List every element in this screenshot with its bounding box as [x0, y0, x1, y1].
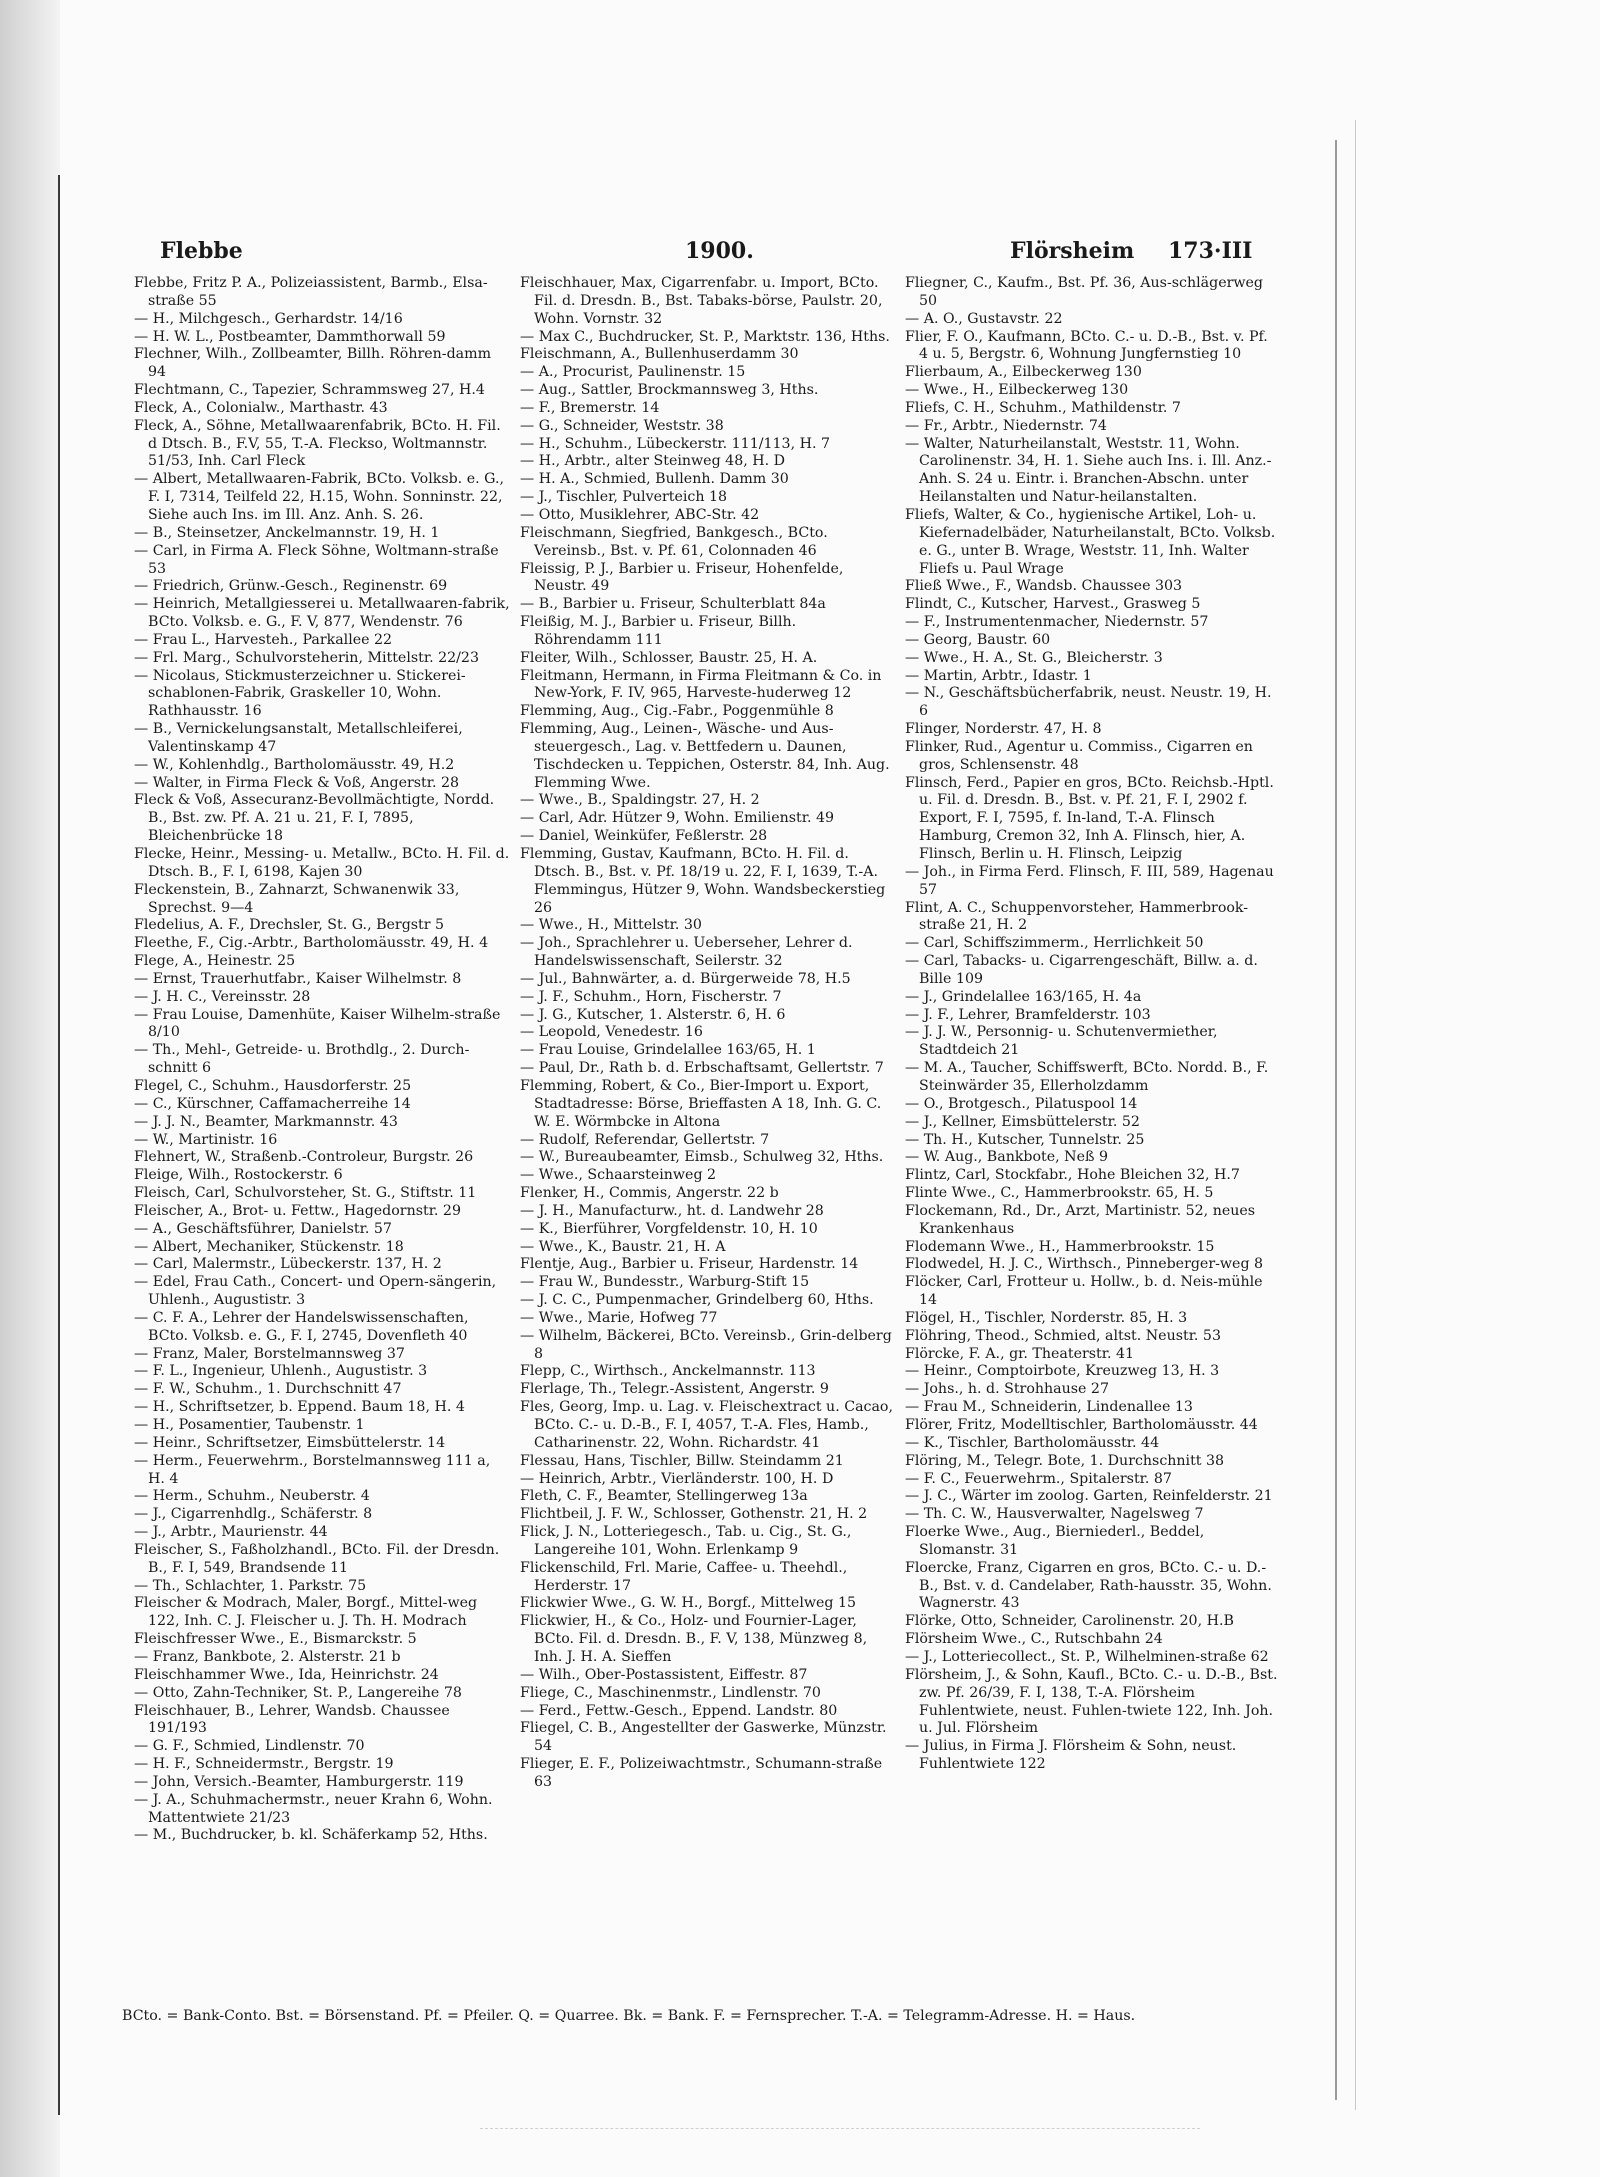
directory-entry: — B., Vernickelungsanstalt, Metallschleiferei, Valentinskamp 47 [134, 721, 463, 755]
directory-entry: Fleischhammer Wwe., Ida, Heinrichstr. 24 [134, 1666, 439, 1683]
directory-entry: — Carl, Malermstr., Lübeckerstr. 137, H. 2 [134, 1256, 442, 1273]
directory-entry: — Wwe., B., Spaldingstr. 27, H. 2 [520, 792, 760, 809]
directory-entry: — Wwe., H., Mittelstr. 30 [520, 917, 702, 934]
directory-entry: Fleischhauer, B., Lehrer, Wandsb. Chaussee 191/193 [134, 1702, 450, 1737]
directory-entry: Fleiter, Wilh., Schlosser, Baustr. 25, H. A. [520, 649, 818, 666]
directory-entry: — A., Geschäftsführer, Danielstr. 57 [134, 1220, 392, 1237]
directory-entry: — J. J. N., Beamter, Markmannstr. 43 [134, 1113, 398, 1130]
directory-entry: Fleck & Voß, Assecuranz-Bevollmächtigte, Nordd. B., Bst. zw. Pf. A. 21 u. 21, F. I, 7895, Bleichenbrücke 18 [134, 792, 495, 845]
directory-entry: Flepp, C., Wirthsch., Anckelmannstr. 113 [520, 1363, 816, 1380]
directory-entry: — Heinr., Comptoirbote, Kreuzweg 13, H. 3 [905, 1363, 1220, 1380]
directory-entry: Flick, J. N., Lotteriegesch., Tab. u. Cig., St. G., Langereihe 101, Wohn. Erlenkamp 9 [520, 1524, 852, 1558]
directory-entry: — J. H. C., Vereinsstr. 28 [134, 988, 311, 1005]
directory-entry: — B., Steinsetzer, Anckelmannstr. 19, H. 1 [134, 524, 440, 541]
directory-entry: — J., Lotteriecollect., St. P., Wilhelminen-straße 62 [905, 1648, 1269, 1665]
directory-entry: Flemming, Robert, & Co., Bier-Import u. Export, Stadtadresse: Börse, Brieffasten A 18, Inh. G. C. W. E. Wörmbcke in Altona [520, 1077, 882, 1130]
directory-entry: — H., Arbtr., alter Steinweg 48, H. D [520, 453, 786, 470]
directory-entry: — Walter, in Firma Fleck & Voß, Angerstr. 28 [134, 774, 460, 791]
directory-entry: Flörsheim Wwe., C., Rutschbahn 24 [905, 1631, 1163, 1648]
directory-entry: Floerke Wwe., Aug., Bierniederl., Beddel, Slomanstr. 31 [905, 1524, 1205, 1558]
directory-entry: Flörke, Otto, Schneider, Carolinenstr. 20, H.B [905, 1613, 1234, 1630]
directory-entry: Flebbe, Fritz P. A., Polizeiassistent, Barmb., Elsa-straße 55 [134, 275, 488, 309]
directory-entry: — Joh., in Firma Ferd. Flinsch, F. III, 589, Hagenau 57 [905, 863, 1274, 898]
directory-entry: Fleisch, Carl, Schulvorsteher, St. G., Stiftstr. 11 [134, 1185, 477, 1202]
directory-entry: — Fr., Arbtr., Niedernstr. 74 [905, 417, 1107, 434]
directory-column-2 [520, 275, 896, 1792]
directory-entry: Flodemann Wwe., H., Hammerbrookstr. 15 [905, 1238, 1215, 1255]
directory-entry: — Rudolf, Referendar, Gellertstr. 7 [520, 1131, 770, 1148]
directory-entry: Fliefs, C. H., Schuhm., Mathildenstr. 7 [905, 399, 1181, 416]
directory-entry: — C. F. A., Lehrer der Handelswissenschaften, BCto. Volksb. e. G., F. I, 2745, Dovenfleth 40 [134, 1309, 469, 1344]
directory-entry: — Jul., Bahnwärter, a. d. Bürgerweide 78, H.5 [520, 970, 851, 987]
directory-entry: — Daniel, Weinküfer, Feßlerstr. 28 [520, 828, 768, 845]
directory-entry: — J., Cigarrenhdlg., Schäferstr. 8 [134, 1506, 373, 1523]
directory-entry: Fleischmann, Siegfried, Bankgesch., BCto. Vereinsb., Bst. v. Pf. 61, Colonnaden 46 [520, 524, 828, 559]
directory-entry: — Herm., Feuerwehrm., Borstelmannsweg 111 a, H. 4 [134, 1452, 491, 1487]
directory-entry: — J. F., Lehrer, Bramfelderstr. 103 [905, 1006, 1151, 1023]
directory-entry: — H., Schuhm., Lübeckerstr. 111/113, H. 7 [520, 435, 831, 452]
directory-entry: — J. G., Kutscher, 1. Alsterstr. 6, H. 6 [520, 1006, 786, 1023]
directory-entry: — Wwe., Marie, Hofweg 77 [520, 1309, 718, 1326]
directory-entry: Flessau, Hans, Tischler, Billw. Steindamm 21 [520, 1452, 844, 1469]
ruler-marks [480, 2128, 1200, 2139]
directory-entry: Flehnert, W., Straßenb.-Controleur, Burgstr. 26 [134, 1149, 474, 1166]
directory-entry: — J., Kellner, Eimsbüttelerstr. 52 [905, 1113, 1140, 1130]
directory-entry: Flörcke, F. A., gr. Theaterstr. 41 [905, 1345, 1135, 1362]
directory-entry: — F. C., Feuerwehrm., Spitalerstr. 87 [905, 1470, 1172, 1487]
directory-entry: — F. W., Schuhm., 1. Durchschnitt 47 [134, 1381, 402, 1398]
directory-entry: Fleischer, A., Brot- u. Fettw., Hagedornstr. 29 [134, 1202, 461, 1219]
directory-entry: Flieger, E. F., Polizeiwachtmstr., Schumann-straße 63 [520, 1756, 883, 1790]
directory-entry: Flockemann, Rd., Dr., Arzt, Martinistr. 52, neues Krankenhaus [905, 1202, 1256, 1237]
directory-entry: — Joh., Sprachlehrer u. Ueberseher, Lehrer d. Handelswissenschaft, Seilerstr. 32 [520, 935, 853, 970]
directory-entry: Flemming, Gustav, Kaufmann, BCto. H. Fil. d. Dtsch. B., Bst. v. Pf. 18/19 u. 22, F. I, 1639, T.-A. Flemmingus, Hützer 9, Wohn. Wandsbeckerstieg 26 [520, 846, 886, 916]
page-number: 173·III [1168, 238, 1253, 264]
directory-entry: Fließ Wwe., F., Wandsb. Chaussee 303 [905, 578, 1183, 595]
page-edge-outer [1355, 120, 1356, 2110]
directory-entry: Fleethe, F., Cig.-Arbtr., Bartholomäusstr. 49, H. 4 [134, 935, 489, 952]
directory-entry: — Herm., Schuhm., Neuberstr. 4 [134, 1488, 370, 1505]
directory-entry: Floercke, Franz, Cigarren en gros, BCto. C.- u. D.-B., Bst. v. d. Candelaber, Rath-hausstr. 35, Wohn. Wagnerstr. 43 [905, 1559, 1272, 1612]
directory-entry: — Ernst, Trauerhutfabr., Kaiser Wilhelmstr. 8 [134, 970, 462, 987]
directory-entry: — Frau M., Schneiderin, Lindenallee 13 [905, 1399, 1193, 1416]
directory-entry: Flickwier, H., & Co., Holz- und Fournier-Lager, BCto. Fil. d. Dresdn. B., F. V, 138, Münzweg 8, Inh. J. H. A. Sieffen [520, 1613, 868, 1665]
directory-entry: — J., Tischler, Pulverteich 18 [520, 489, 728, 506]
directory-entry: Fleck, A., Söhne, Metallwaarenfabrik, BCto. H. Fil. d Dtsch. B., F.V, 55, T.-A. Fleckso, Woltmannstr. 51/53, Inh. Carl Fleck [134, 417, 501, 470]
directory-entry: — J. F., Schuhm., Horn, Fischerstr. 7 [520, 988, 782, 1005]
header-right-keyword: Flörsheim [1010, 238, 1135, 264]
directory-entry: Flier, F. O., Kaufmann, BCto. C.- u. D.-B., Bst. v. Pf. 4 u. 5, Bergstr. 6, Wohnung Jungfernstieg 10 [905, 328, 1268, 363]
directory-entry: — Paul, Dr., Rath b. d. Erbschaftsamt, Gellertstr. 7 [520, 1060, 884, 1077]
directory-entry: Fliefs, Walter, & Co., hygienische Artikel, Loh- u. Kiefernadelbäder, Naturheilanstalt, BCto. Volksb. e. G., unter B. Wrage, Weststr. 11, Inh. Walter Fliefs u. Paul Wrage [905, 506, 1276, 577]
directory-entry: Flerlage, Th., Telegr.-Assistent, Angerstr. 9 [520, 1381, 829, 1398]
page-header [130, 238, 1290, 268]
directory-entry: — Carl, Adr. Hützer 9, Wohn. Emilienstr. 49 [520, 810, 835, 827]
directory-entry: — K., Tischler, Bartholomäusstr. 44 [905, 1434, 1160, 1451]
directory-entry: Flögel, H., Tischler, Norderstr. 85, H. 3 [905, 1309, 1188, 1326]
directory-entry: — O., Brotgesch., Pilatuspool 14 [905, 1095, 1138, 1112]
directory-entry: Flörsheim, J., & Sohn, Kaufl., BCto. C.- u. D.-B., Bst. zw. Pf. 26/39, F. I, 138, T.-A. Flörsheim Fuhlentwiete, neust. Fuhlen-twiete 122, Inh. Joh. u. Jul. Flörsheim [905, 1666, 1278, 1737]
header-left-keyword: Flebbe [160, 238, 243, 264]
header-year: 1900. [685, 238, 754, 264]
directory-entry: — Otto, Zahn-Techniker, St. P., Langereihe 78 [134, 1684, 462, 1701]
directory-entry: — H. F., Schneidermstr., Bergstr. 19 [134, 1756, 394, 1773]
directory-entry: Flierbaum, A., Eilbeckerweg 130 [905, 364, 1142, 381]
directory-entry: — Heinrich, Arbtr., Vierländerstr. 100, H. D [520, 1470, 834, 1487]
directory-entry: Fleischhauer, Max, Cigarrenfabr. u. Import, BCto. Fil. d. Dresdn. B., Bst. Tabaks-börse, Paulstr. 20, Wohn. Vornstr. 32 [520, 275, 883, 327]
directory-entry: — Carl, in Firma A. Fleck Söhne, Woltmann-straße 53 [134, 542, 499, 577]
directory-entry: Flickwier Wwe., G. W. H., Borgf., Mittelweg 15 [520, 1595, 857, 1612]
directory-entry: Flemming, Aug., Leinen-, Wäsche- und Aus-steuergesch., Lag. v. Bettfedern u. Daunen, Tischdecken u. Teppichen, Osterstr. 84, Inh. Aug. Flemming Wwe. [520, 721, 890, 791]
directory-entry: — W., Martinistr. 16 [134, 1131, 278, 1148]
directory-entry: Flichtbeil, J. F. W., Schlosser, Gothenstr. 21, H. 2 [520, 1506, 868, 1523]
directory-entry: Fliegner, C., Kaufm., Bst. Pf. 36, Aus-schlägerweg 50 [905, 275, 1263, 309]
directory-entry: — J. H., Manufacturw., ht. d. Landwehr 28 [520, 1202, 824, 1219]
directory-entry: Flemming, Aug., Cig.-Fabr., Poggenmühle 8 [520, 703, 834, 720]
directory-entry: — Albert, Metallwaaren-Fabrik, BCto. Volksb. e. G., F. I, 7314, Teilfeld 22, H.15, Wohn. Sonninstr. 22, Siehe auch Ins. im Ill. Anz. Anh. S. 26. [134, 471, 504, 523]
directory-entry: Flegel, C., Schuhm., Hausdorferstr. 25 [134, 1077, 412, 1094]
directory-entry: — Frau L., Harvesteh., Parkallee 22 [134, 631, 393, 648]
directory-entry: — Wilh., Ober-Postassistent, Eiffestr. 87 [520, 1666, 808, 1683]
directory-entry: Fleitmann, Hermann, in Firma Fleitmann & Co. in New-York, F. IV, 965, Harveste-huderweg 12 [520, 667, 882, 702]
directory-entry: Flinte Wwe., C., Hammerbrookstr. 65, H. 5 [905, 1185, 1214, 1202]
directory-entry: — Th., Schlachter, 1. Parkstr. 75 [134, 1577, 367, 1594]
directory-entry: Flechtmann, C., Tapezier, Schrammsweg 27, H.4 [134, 382, 485, 399]
directory-entry: Fledelius, A. F., Drechsler, St. G., Bergstr 5 [134, 917, 445, 934]
directory-entry: — J. C., Wärter im zoolog. Garten, Reinfelderstr. 21 [905, 1488, 1273, 1505]
directory-entry: — Wwe., Schaarsteinweg 2 [520, 1167, 717, 1184]
directory-entry: Fles, Georg, Imp. u. Lag. v. Fleischextract u. Cacao, BCto. C.- u. D.-B., F. I, 4057, T.-A. Fles, Hamb., Catharinenstr. 22, Wohn. Richardstr. 41 [520, 1399, 893, 1451]
directory-entry: Flodwedel, H. J. C., Wirthsch., Pinneberger-weg 8 [905, 1256, 1264, 1273]
directory-entry: — Georg, Baustr. 60 [905, 631, 1051, 648]
directory-entry: — Nicolaus, Stickmusterzeichner u. Stickerei-schablonen-Fabrik, Graskeller 10, Wohn. Rathhausstr. 16 [134, 667, 466, 720]
directory-entry: Flege, A., Heinestr. 25 [134, 953, 296, 970]
directory-entry: Flintz, Carl, Stockfabr., Hohe Bleichen 32, H.7 [905, 1167, 1240, 1184]
directory-entry: — Frau Louise, Damenhüte, Kaiser Wilhelm-straße 8/10 [134, 1006, 501, 1041]
directory-entry: Flint, A. C., Schuppenvorsteher, Hammerbrook-straße 21, H. 2 [905, 899, 1249, 934]
directory-entry: — Wwe., H. A., St. G., Bleicherstr. 3 [905, 649, 1163, 666]
directory-entry: — J. J. W., Personnig- u. Schutenvermiether, Stadtdeich 21 [905, 1024, 1218, 1059]
directory-entry: — M. A., Taucher, Schiffswerft, BCto. Nordd. B., F. Steinwärder 35, Ellerholzdamm [905, 1060, 1269, 1094]
directory-entry: — Th. H., Kutscher, Tunnelstr. 25 [905, 1131, 1145, 1148]
directory-entry: — Frau W., Bundesstr., Warburg-Stift 15 [520, 1274, 810, 1291]
directory-entry: Fleischer, S., Faßholzhandl., BCto. Fil. der Dresdn. B., F. I, 549, Brandsende 11 [134, 1541, 500, 1576]
directory-entry: Flöhring, Theod., Schmied, altst. Neustr. 53 [905, 1327, 1221, 1344]
directory-entry: — N., Geschäftsbücherfabrik, neust. Neustr. 19, H. 6 [905, 685, 1272, 720]
directory-entry: — K., Bierführer, Vorgfeldenstr. 10, H. 10 [520, 1220, 818, 1237]
book-spine-shadow [0, 0, 60, 2177]
directory-entry: — Johs., h. d. Strohhause 27 [905, 1381, 1109, 1398]
directory-entry: — M., Buchdrucker, b. kl. Schäferkamp 52, Hths. [134, 1827, 488, 1844]
directory-entry: Fleige, Wilh., Rostockerstr. 6 [134, 1167, 343, 1184]
directory-entry: — Edel, Frau Cath., Concert- und Opern-sängerin, Uhlenh., Augustistr. 3 [134, 1274, 497, 1309]
directory-entry: — F., Bremerstr. 14 [520, 399, 660, 416]
directory-column-1 [134, 275, 510, 1845]
directory-entry: — Otto, Musiklehrer, ABC-Str. 42 [520, 506, 760, 523]
directory-entry: — J. A., Schuhmachermstr., neuer Krahn 6, Wohn. Mattentwiete 21/23 [134, 1791, 493, 1826]
directory-entry: — B., Barbier u. Friseur, Schulterblatt 84a [520, 596, 826, 613]
abbreviation-legend: BCto. = Bank-Conto. Bst. = Börsenstand. Pf. = Pfeiler. Q. = Quarree. Bk. = Bank. F. = Fernsprecher. T.-A. = Telegramm-Adresse. H. = Haus. [122, 2008, 1136, 2024]
directory-entry: — H. W. L., Postbeamter, Dammthorwall 59 [134, 328, 446, 345]
directory-entry: Fleck, A., Colonialw., Marthastr. 43 [134, 399, 388, 416]
directory-entry: Flickenschild, Frl. Marie, Caffee- u. Theehdl., Herderstr. 17 [520, 1559, 848, 1594]
directory-entry: — Carl, Schiffszimmerm., Herrlichkeit 50 [905, 935, 1204, 952]
directory-entry: — Carl, Tabacks- u. Cigarrengeschäft, Billw. a. d. Bille 109 [905, 953, 1258, 987]
directory-entry: Flörer, Fritz, Modelltischler, Bartholomäusstr. 44 [905, 1417, 1258, 1433]
directory-entry: — Aug., Sattler, Brockmannsweg 3, Hths. [520, 382, 819, 399]
directory-entry: Flinsch, Ferd., Papier en gros, BCto. Reichsb.-Hptl. u. Fil. d. Dresdn. B., Bst. v. Pf. 21, F. I, 2902 f. Export, F. I, 7595, f. In-land, T.-A. Flinsch Hamburg, Cremon 32, Inh A. Flinsch, hier, A. Flinsch, Berlin u. H. Flinsch, Leipzig [905, 774, 1274, 862]
directory-entry: Fleischmann, A., Bullenhuserdamm 30 [520, 346, 799, 363]
directory-entry: Fleckenstein, B., Zahnarzt, Schwanenwik 33, Sprechst. 9—4 [134, 881, 460, 916]
directory-entry: Flecke, Heinr., Messing- u. Metallw., BCto. H. Fil. d. Dtsch. B., F. I, 6198, Kajen 30 [134, 846, 510, 880]
directory-entry: — J., Grindelallee 163/165, H. 4a [905, 988, 1142, 1005]
directory-entry: — W., Bureaubeamter, Eimsb., Schulweg 32, Hths. [520, 1149, 884, 1166]
directory-entry: — G. F., Schmied, Lindlenstr. 70 [134, 1738, 365, 1755]
directory-entry: — Max C., Buchdrucker, St. P., Marktstr. 136, Hths. [520, 328, 890, 345]
directory-entry: Fleischfresser Wwe., E., Bismarckstr. 5 [134, 1631, 417, 1648]
book-spine-edge [58, 175, 60, 2115]
directory-entry: Fleißig, M. J., Barbier u. Friseur, Billh. Röhrendamm 111 [520, 614, 797, 648]
directory-entry: — J. C. C., Pumpenmacher, Grindelberg 60, Hths. [520, 1292, 874, 1309]
directory-entry: — H. A., Schmied, Bullenh. Damm 30 [520, 471, 789, 488]
directory-entry: — A., Procurist, Paulinenstr. 15 [520, 364, 746, 381]
directory-entry: Flenker, H., Commis, Angerstr. 22 b [520, 1185, 779, 1202]
directory-entry: — G., Schneider, Weststr. 38 [520, 417, 724, 434]
directory-entry: — F., Instrumentenmacher, Niedernstr. 57 [905, 614, 1209, 631]
directory-entry: — Ferd., Fettw.-Gesch., Eppend. Landstr. 80 [520, 1702, 838, 1719]
directory-entry: Fleth, C. F., Beamter, Stellingerweg 13a [520, 1488, 808, 1505]
directory-entry: — Frau Louise, Grindelallee 163/65, H. 1 [520, 1042, 816, 1059]
directory-entry: — Leopold, Venedestr. 16 [520, 1024, 703, 1041]
directory-entry: — John, Versich.-Beamter, Hamburgerstr. 119 [134, 1773, 464, 1790]
directory-entry: — Wwe., K., Baustr. 21, H. A [520, 1238, 726, 1255]
directory-entry: — H., Schriftsetzer, b. Eppend. Baum 18, H. 4 [134, 1399, 465, 1416]
directory-entry: Flinger, Norderstr. 47, H. 8 [905, 721, 1102, 738]
directory-entry: Fliege, C., Maschinenmstr., Lindlenstr. 70 [520, 1684, 821, 1701]
directory-entry: Flentje, Aug., Barbier u. Friseur, Hardenstr. 14 [520, 1256, 859, 1273]
directory-entry: — Frl. Marg., Schulvorsteherin, Mittelstr. 22/23 [134, 649, 479, 666]
directory-entry: Flöcker, Carl, Frotteur u. Hollw., b. d. Neis-mühle 14 [905, 1274, 1263, 1309]
directory-entry: — J., Arbtr., Maurienstr. 44 [134, 1524, 328, 1541]
directory-entry: — Th., Mehl-, Getreide- u. Brothdlg., 2. Durch-schnitt 6 [134, 1042, 470, 1077]
directory-entry: — Th. C. W., Hausverwalter, Nagelsweg 7 [905, 1506, 1204, 1523]
directory-entry: — Julius, in Firma J. Flörsheim & Sohn, neust. Fuhlentwiete 122 [905, 1738, 1237, 1773]
directory-entry: — Wilhelm, Bäckerei, BCto. Vereinsb., Grin-delberg 8 [520, 1327, 892, 1362]
directory-entry: — Walter, Naturheilanstalt, Weststr. 11, Wohn. Carolinenstr. 34, H. 1. Siehe auch Ins. i. Ill. Anz.-Anh. S. 24 u. Eintr. i. Branchen-Abschn. unter Heilanstalten und Natur-heilanstalten. [905, 435, 1272, 506]
directory-entry: Fliegel, C. B., Angestellter der Gaswerke, Münzstr. 54 [520, 1720, 887, 1755]
directory-entry: — Wwe., H., Eilbeckerweg 130 [905, 382, 1129, 399]
directory-entry: Flöring, M., Telegr. Bote, 1. Durchschnitt 38 [905, 1452, 1225, 1469]
directory-entry: — Franz, Maler, Borstelmannsweg 37 [134, 1345, 405, 1362]
directory-entry: Fleissig, P. J., Barbier u. Friseur, Hohenfelde, Neustr. 49 [520, 560, 844, 595]
directory-column-3 [905, 275, 1281, 1774]
directory-entry: — Martin, Arbtr., Idastr. 1 [905, 667, 1092, 684]
directory-entry: — H., Milchgesch., Gerhardstr. 14/16 [134, 310, 403, 327]
directory-entry: — Franz, Bankbote, 2. Alsterstr. 21 b [134, 1648, 401, 1665]
directory-entry: — Friedrich, Grünw.-Gesch., Reginenstr. 69 [134, 578, 448, 595]
directory-entry: — H., Posamentier, Taubenstr. 1 [134, 1417, 365, 1433]
directory-entry: Fleischer & Modrach, Maler, Borgf., Mittel-weg 122, Inh. C. J. Fleischer u. J. Th. H. Modrach [134, 1595, 478, 1630]
directory-entry: — A. O., Gustavstr. 22 [905, 310, 1063, 327]
directory-entry: — Albert, Mechaniker, Stückenstr. 18 [134, 1238, 404, 1255]
directory-entry: — C., Kürschner, Caffamacherreihe 14 [134, 1095, 411, 1112]
directory-entry: — Heinrich, Metallgiesserei u. Metallwaaren-fabrik, BCto. Volksb. e. G., F. V, 877, Wendenstr. 76 [134, 596, 510, 631]
page-edge [1335, 140, 1337, 2100]
directory-entry: Flechner, Wilh., Zollbeamter, Billh. Röhren-damm 94 [134, 346, 492, 381]
directory-entry: — W., Kohlenhdlg., Bartholomäusstr. 49, H.2 [134, 756, 455, 773]
directory-entry: — F. L., Ingenieur, Uhlenh., Augustistr. 3 [134, 1363, 428, 1380]
directory-entry: Flindt, C., Kutscher, Harvest., Grasweg 5 [905, 596, 1201, 613]
directory-entry: — Heinr., Schriftsetzer, Eimsbüttelerstr. 14 [134, 1434, 446, 1451]
directory-entry: Flinker, Rud., Agentur u. Commiss., Cigarren en gros, Schlensenstr. 48 [905, 738, 1253, 773]
directory-entry: — W. Aug., Bankbote, Neß 9 [905, 1149, 1108, 1166]
